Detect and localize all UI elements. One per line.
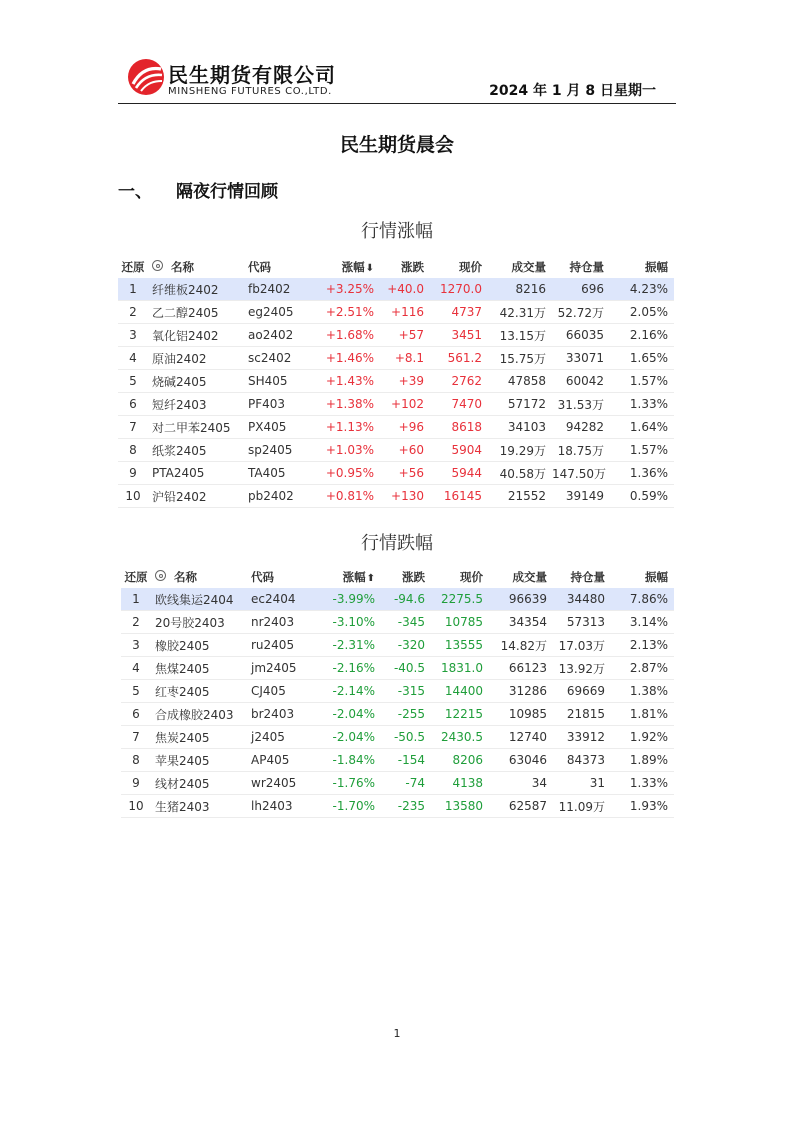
price-cell: 2430.5 xyxy=(431,726,489,749)
section-heading xyxy=(118,177,278,202)
change-pct-cell: -2.16% xyxy=(323,657,381,680)
code-cell: sc2402 xyxy=(244,347,322,370)
rank-cell: 7 xyxy=(121,726,151,749)
change-pct-header[interactable] xyxy=(322,256,380,278)
restore-label[interactable]: 还原 xyxy=(121,260,145,274)
name-cell: 氧化铝2402 xyxy=(148,324,244,347)
change-cell: +60 xyxy=(380,439,430,462)
open-interest-cell: 33071 xyxy=(552,347,610,370)
amplitude-cell: 0.59% xyxy=(610,485,674,508)
code-cell: PF403 xyxy=(244,393,322,416)
change-pct-cell: -2.04% xyxy=(323,726,381,749)
rank-cell: 8 xyxy=(118,439,148,462)
volume-cell: 63046 xyxy=(489,749,553,772)
amplitude-cell: 1.33% xyxy=(611,772,674,795)
name-cell: 焦炭2405 xyxy=(151,726,247,749)
amplitude-cell: 1.93% xyxy=(611,795,674,818)
open-interest-cell: 39149 xyxy=(552,485,610,508)
name-cell: 20号胶2403 xyxy=(151,611,247,634)
code-cell: CJ405 xyxy=(247,680,323,703)
open-interest-cell: 13.92万 xyxy=(553,657,611,680)
open-interest-cell: 11.09万 xyxy=(553,795,611,818)
change-cell: +39 xyxy=(380,370,430,393)
change-pct-cell: +1.13% xyxy=(322,416,380,439)
change-pct-cell: +0.81% xyxy=(322,485,380,508)
open-interest-cell: 31.53万 xyxy=(552,393,610,416)
code-cell: ru2405 xyxy=(247,634,323,657)
code-cell: wr2405 xyxy=(247,772,323,795)
change-cell: -94.6 xyxy=(381,588,431,611)
price-cell: 13555 xyxy=(431,634,489,657)
code-cell: eg2405 xyxy=(244,301,322,324)
price-cell: 7470 xyxy=(430,393,488,416)
volume-cell: 66123 xyxy=(489,657,553,680)
table-row[interactable] xyxy=(121,588,674,611)
rank-cell: 1 xyxy=(121,588,151,611)
rank-cell: 6 xyxy=(118,393,148,416)
rank-cell: 10 xyxy=(118,485,148,508)
name-cell: 橡胶2405 xyxy=(151,634,247,657)
code-cell: TA405 xyxy=(244,462,322,485)
open-interest-cell: 66035 xyxy=(552,324,610,347)
open-interest-header[interactable]: 持仓量 xyxy=(570,570,605,584)
code-cell: AP405 xyxy=(247,749,323,772)
change-cell: +130 xyxy=(380,485,430,508)
table-row[interactable] xyxy=(118,370,674,393)
open-interest-cell: 31 xyxy=(553,772,611,795)
open-interest-cell: 60042 xyxy=(552,370,610,393)
open-interest-cell: 69669 xyxy=(553,680,611,703)
code-cell: nr2403 xyxy=(247,611,323,634)
volume-cell: 14.82万 xyxy=(489,634,553,657)
change-pct-cell: +1.03% xyxy=(322,439,380,462)
volume-header[interactable]: 成交量 xyxy=(512,570,547,584)
code-header[interactable]: 代码 xyxy=(248,260,271,274)
change-pct-cell: -1.84% xyxy=(323,749,381,772)
section-number: 一、 xyxy=(118,182,152,202)
rank-cell: 4 xyxy=(118,347,148,370)
gainers-table-title: 行情涨幅 xyxy=(361,221,433,242)
change-pct-cell: -1.70% xyxy=(323,795,381,818)
open-interest-cell: 34480 xyxy=(553,588,611,611)
code-cell: lh2403 xyxy=(247,795,323,818)
change-pct-cell: +1.68% xyxy=(322,324,380,347)
table-row[interactable] xyxy=(118,439,674,462)
change-pct-header-label: 涨幅 xyxy=(341,260,365,274)
gainers-header-row xyxy=(118,256,674,278)
volume-cell: 21552 xyxy=(488,485,552,508)
table-row[interactable] xyxy=(121,795,674,818)
price-cell: 12215 xyxy=(431,703,489,726)
restore-header[interactable] xyxy=(121,566,151,588)
code-cell: ao2402 xyxy=(244,324,322,347)
name-cell: 纤维板2402 xyxy=(148,278,244,301)
table-row[interactable] xyxy=(121,680,674,703)
volume-cell: 34103 xyxy=(488,416,552,439)
table-row[interactable] xyxy=(118,324,674,347)
price-cell: 8206 xyxy=(431,749,489,772)
amplitude-cell: 2.87% xyxy=(611,657,674,680)
change-cell: -320 xyxy=(381,634,431,657)
table-row[interactable] xyxy=(121,749,674,772)
settings-gear-icon[interactable] xyxy=(155,570,166,581)
volume-cell: 15.75万 xyxy=(488,347,552,370)
name-cell: 焦煤2405 xyxy=(151,657,247,680)
code-cell: SH405 xyxy=(244,370,322,393)
restore-header[interactable] xyxy=(118,256,148,278)
table-row[interactable] xyxy=(121,611,674,634)
code-cell: ec2404 xyxy=(247,588,323,611)
rank-cell: 10 xyxy=(121,795,151,818)
name-cell: 烧碱2405 xyxy=(148,370,244,393)
table-row[interactable] xyxy=(118,416,674,439)
change-pct-cell: +2.51% xyxy=(322,301,380,324)
change-header[interactable]: 涨跌 xyxy=(401,260,424,274)
volume-cell: 13.15万 xyxy=(488,324,552,347)
change-cell: +102 xyxy=(380,393,430,416)
volume-cell: 31286 xyxy=(489,680,553,703)
amplitude-cell: 1.33% xyxy=(610,393,674,416)
amplitude-cell: 4.23% xyxy=(610,278,674,301)
volume-cell: 19.29万 xyxy=(488,439,552,462)
amplitude-cell: 2.16% xyxy=(610,324,674,347)
name-header-label: 名称 xyxy=(174,570,198,584)
change-pct-cell: -2.31% xyxy=(323,634,381,657)
change-pct-cell: -3.10% xyxy=(323,611,381,634)
rank-cell: 9 xyxy=(121,772,151,795)
amplitude-cell: 1.89% xyxy=(611,749,674,772)
name-cell: 红枣2405 xyxy=(151,680,247,703)
table-row[interactable] xyxy=(121,772,674,795)
losers-body xyxy=(121,588,674,818)
name-header-label: 名称 xyxy=(171,260,195,274)
change-cell: -154 xyxy=(381,749,431,772)
amplitude-cell: 1.65% xyxy=(610,347,674,370)
rank-cell: 7 xyxy=(118,416,148,439)
price-cell: 2275.5 xyxy=(431,588,489,611)
change-pct-cell: -2.14% xyxy=(323,680,381,703)
price-cell: 1831.0 xyxy=(431,657,489,680)
rank-cell: 8 xyxy=(121,749,151,772)
amplitude-cell: 1.57% xyxy=(610,439,674,462)
rank-cell: 2 xyxy=(118,301,148,324)
price-cell: 1270.0 xyxy=(430,278,488,301)
sort-down-arrow-icon[interactable]: ⬇ xyxy=(365,263,374,274)
change-cell: -235 xyxy=(381,795,431,818)
name-cell: 合成橡胶2403 xyxy=(151,703,247,726)
price-cell: 8618 xyxy=(430,416,488,439)
change-cell: -255 xyxy=(381,703,431,726)
losers-header-row xyxy=(121,566,674,588)
page-header xyxy=(118,55,676,104)
losers-table-title: 行情跌幅 xyxy=(361,533,433,554)
code-cell: br2403 xyxy=(247,703,323,726)
open-interest-cell: 84373 xyxy=(553,749,611,772)
name-cell: 苹果2405 xyxy=(151,749,247,772)
company-name-en: MINSHENG FUTURES CO.,LTD. xyxy=(168,86,332,97)
price-cell: 3451 xyxy=(430,324,488,347)
table-row[interactable] xyxy=(118,462,674,485)
change-cell: +40.0 xyxy=(380,278,430,301)
settings-gear-icon[interactable] xyxy=(152,260,163,271)
amplitude-cell: 1.92% xyxy=(611,726,674,749)
rank-cell: 5 xyxy=(121,680,151,703)
name-cell: 对二甲苯2405 xyxy=(148,416,244,439)
open-interest-cell: 57313 xyxy=(553,611,611,634)
name-cell: 纸浆2405 xyxy=(148,439,244,462)
volume-cell: 96639 xyxy=(489,588,553,611)
change-cell: +96 xyxy=(380,416,430,439)
open-interest-cell: 33912 xyxy=(553,726,611,749)
price-cell: 16145 xyxy=(430,485,488,508)
rank-cell: 1 xyxy=(118,278,148,301)
amplitude-header[interactable]: 振幅 xyxy=(645,260,668,274)
rank-cell: 2 xyxy=(121,611,151,634)
volume-cell: 62587 xyxy=(489,795,553,818)
price-cell: 4737 xyxy=(430,301,488,324)
table-row[interactable] xyxy=(118,347,674,370)
volume-cell: 57172 xyxy=(488,393,552,416)
change-cell: -40.5 xyxy=(381,657,431,680)
price-header[interactable]: 现价 xyxy=(460,570,483,584)
open-interest-cell: 21815 xyxy=(553,703,611,726)
amplitude-cell: 2.05% xyxy=(610,301,674,324)
code-header[interactable]: 代码 xyxy=(251,570,274,584)
volume-cell: 42.31万 xyxy=(488,301,552,324)
price-cell: 4138 xyxy=(431,772,489,795)
table-row[interactable] xyxy=(118,393,674,416)
volume-cell: 10985 xyxy=(489,703,553,726)
table-row[interactable] xyxy=(121,726,674,749)
open-interest-header[interactable]: 持仓量 xyxy=(569,260,604,274)
change-pct-cell: +0.95% xyxy=(322,462,380,485)
price-cell: 10785 xyxy=(431,611,489,634)
name-header[interactable] xyxy=(148,256,244,278)
rank-cell: 9 xyxy=(118,462,148,485)
table-row[interactable] xyxy=(118,485,674,508)
rank-cell: 5 xyxy=(118,370,148,393)
code-cell: j2405 xyxy=(247,726,323,749)
name-cell: 生猪2403 xyxy=(151,795,247,818)
rank-cell: 3 xyxy=(121,634,151,657)
code-cell: PX405 xyxy=(244,416,322,439)
code-cell: jm2405 xyxy=(247,657,323,680)
price-header[interactable]: 现价 xyxy=(459,260,482,274)
section-title: 隔夜行情回顾 xyxy=(176,182,278,202)
table-row[interactable] xyxy=(121,703,674,726)
code-cell: sp2405 xyxy=(244,439,322,462)
name-cell: 欧线集运2404 xyxy=(151,588,247,611)
change-cell: -74 xyxy=(381,772,431,795)
amplitude-cell: 1.38% xyxy=(611,680,674,703)
name-cell: 沪铅2402 xyxy=(148,485,244,508)
name-header[interactable] xyxy=(151,566,247,588)
volume-cell: 40.58万 xyxy=(488,462,552,485)
table-row[interactable] xyxy=(118,301,674,324)
change-pct-cell: +3.25% xyxy=(322,278,380,301)
open-interest-cell: 147.50万 xyxy=(552,462,610,485)
header-date: 2024 年 1 月 8 日星期一 xyxy=(489,83,656,99)
amplitude-header[interactable]: 振幅 xyxy=(645,570,668,584)
change-cell: +56 xyxy=(380,462,430,485)
price-cell: 13580 xyxy=(431,795,489,818)
name-cell: 乙二醇2405 xyxy=(148,301,244,324)
open-interest-cell: 18.75万 xyxy=(552,439,610,462)
change-pct-header[interactable] xyxy=(323,566,381,588)
company-name-cn: 民生期货有限公司 xyxy=(168,63,336,87)
change-cell: +116 xyxy=(380,301,430,324)
price-cell: 2762 xyxy=(430,370,488,393)
company-logo-icon xyxy=(126,57,166,97)
volume-cell: 8216 xyxy=(488,278,552,301)
amplitude-cell: 1.64% xyxy=(610,416,674,439)
code-cell: fb2402 xyxy=(244,278,322,301)
amplitude-cell: 2.13% xyxy=(611,634,674,657)
name-cell: 原油2402 xyxy=(148,347,244,370)
name-cell: 线材2405 xyxy=(151,772,247,795)
table-row[interactable] xyxy=(121,657,674,680)
rank-cell: 3 xyxy=(118,324,148,347)
volume-cell: 47858 xyxy=(488,370,552,393)
price-cell: 14400 xyxy=(431,680,489,703)
open-interest-cell: 17.03万 xyxy=(553,634,611,657)
restore-label[interactable]: 还原 xyxy=(124,570,148,584)
change-pct-cell: -3.99% xyxy=(323,588,381,611)
open-interest-cell: 52.72万 xyxy=(552,301,610,324)
table-row[interactable] xyxy=(118,278,674,301)
losers-table xyxy=(121,566,674,818)
change-pct-cell: +1.38% xyxy=(322,393,380,416)
price-cell: 5944 xyxy=(430,462,488,485)
price-cell: 5904 xyxy=(430,439,488,462)
change-pct-cell: +1.43% xyxy=(322,370,380,393)
gainers-body xyxy=(118,278,674,508)
change-cell: +8.1 xyxy=(380,347,430,370)
open-interest-cell: 94282 xyxy=(552,416,610,439)
volume-cell: 34354 xyxy=(489,611,553,634)
amplitude-cell: 1.57% xyxy=(610,370,674,393)
gainers-table xyxy=(118,256,674,508)
change-cell: +57 xyxy=(380,324,430,347)
amplitude-cell: 7.86% xyxy=(611,588,674,611)
volume-cell: 34 xyxy=(489,772,553,795)
amplitude-cell: 1.81% xyxy=(611,703,674,726)
change-header[interactable]: 涨跌 xyxy=(402,570,425,584)
sort-up-arrow-icon[interactable]: ⬆ xyxy=(366,573,375,584)
table-row[interactable] xyxy=(121,634,674,657)
volume-cell: 12740 xyxy=(489,726,553,749)
name-cell: 短纤2403 xyxy=(148,393,244,416)
open-interest-cell: 696 xyxy=(552,278,610,301)
price-cell: 561.2 xyxy=(430,347,488,370)
change-cell: -50.5 xyxy=(381,726,431,749)
page-number: 1 xyxy=(393,1027,401,1040)
rank-cell: 6 xyxy=(121,703,151,726)
change-pct-header-label: 涨幅 xyxy=(342,570,366,584)
change-cell: -315 xyxy=(381,680,431,703)
document-title: 民生期货晨会 xyxy=(339,134,454,156)
change-cell: -345 xyxy=(381,611,431,634)
code-cell: pb2402 xyxy=(244,485,322,508)
change-pct-cell: +1.46% xyxy=(322,347,380,370)
volume-header[interactable]: 成交量 xyxy=(511,260,546,274)
change-pct-cell: -1.76% xyxy=(323,772,381,795)
change-pct-cell: -2.04% xyxy=(323,703,381,726)
amplitude-cell: 1.36% xyxy=(610,462,674,485)
rank-cell: 4 xyxy=(121,657,151,680)
amplitude-cell: 3.14% xyxy=(611,611,674,634)
name-cell: PTA2405 xyxy=(148,462,244,485)
